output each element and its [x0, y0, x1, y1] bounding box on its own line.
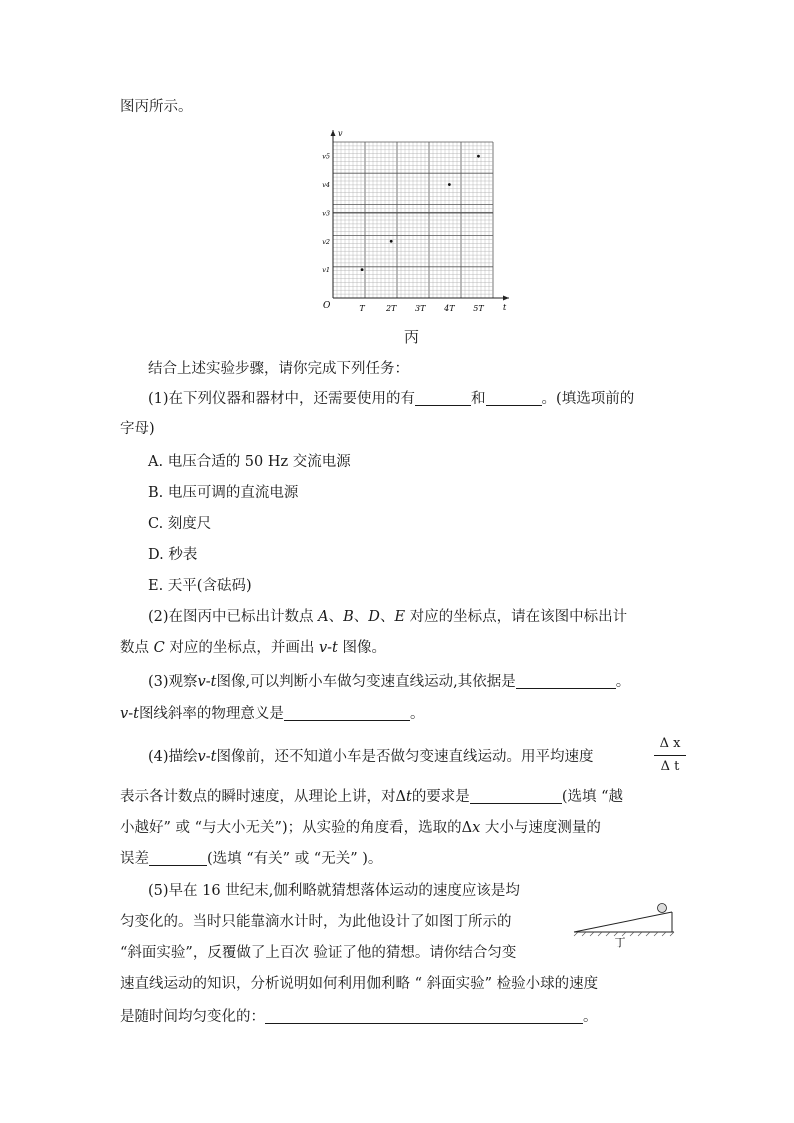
question-3-line-1: (3)观察v-t图像,可以判断小车做匀变速直线运动,其依据是 。 — [148, 674, 631, 690]
x-tick-label: 4T — [444, 304, 455, 313]
x-tick-label: 5T — [473, 304, 484, 313]
question-1-line-1: (1)在下列仪器和器材中，还需要使用的有 和 。(填选项前的 — [148, 391, 635, 407]
data-point — [448, 183, 451, 186]
question-2-line-1: (2)在图丙中已标出计数点 A、B、D、E 对应的坐标点，请在该图中标出计 — [148, 609, 628, 625]
x-tick-label: T — [359, 304, 365, 313]
question-4-line-3: 小越好” 或 “与大小无关”)；从实验的角度看，选取的Δx 大小与速度测量的 — [120, 820, 601, 836]
answer-blank-1a[interactable] — [415, 389, 471, 406]
question-5-line-5: 是随时间均匀变化的： 。 — [120, 1009, 598, 1025]
figure-label: 丁 — [614, 936, 626, 948]
y-axis-label: v — [338, 129, 343, 138]
v-t-graph — [316, 124, 516, 320]
data-point — [477, 155, 480, 158]
option-b: B. 电压可调的直流电源 — [148, 485, 299, 501]
option-c: C. 刻度尺 — [148, 516, 212, 532]
x-axis-arrow — [503, 296, 509, 301]
answer-blank-5[interactable] — [265, 1007, 583, 1024]
answer-blank-1b[interactable] — [486, 389, 542, 406]
answer-blank-3a[interactable] — [516, 672, 616, 689]
graph-grid — [333, 142, 493, 298]
y-tick-label: v5 — [322, 152, 330, 161]
x-tick-label: 2T — [385, 304, 397, 313]
option-d: D. 秒表 — [148, 547, 198, 563]
question-5-line-4: 速直线运动的知识，分析说明如何利用伽利略 “ 斜面实验” 检验小球的速度 — [120, 976, 599, 992]
answer-blank-4b[interactable] — [149, 849, 207, 866]
y-tick-label: v1 — [322, 266, 330, 275]
option-e: E. 天平(含砝码) — [148, 578, 252, 594]
question-5-line-1: (5)早在 16 世纪末,伽利略就猜想落体运动的速度应该是均 — [148, 883, 520, 899]
question-5-line-3: “斜面实验”，反覆做了上百次 验证了他的猜想。请你结合匀变 — [120, 945, 517, 961]
task-intro: 结合上述实验步骤，请你完成下列任务： — [148, 361, 409, 377]
incline-figure — [570, 898, 676, 948]
y-tick-label: v3 — [322, 209, 330, 218]
ball — [658, 904, 667, 913]
answer-blank-3b[interactable] — [284, 704, 410, 721]
graph-caption: 丙 — [404, 328, 420, 346]
graph-ticks — [322, 153, 484, 313]
option-a: A. 电压合适的 50 Hz 交流电源 — [148, 454, 351, 470]
question-2-line-2: 数点 C 对应的坐标点，并画出 v-t 图像。 — [120, 640, 386, 656]
data-point — [390, 240, 393, 243]
question-5-line-2: 匀变化的。当时只能靠滴水计时，为此他设计了如图丁所示的 — [120, 914, 512, 930]
incline-slope — [574, 912, 672, 932]
y-axis-arrow — [331, 130, 336, 136]
data-point — [361, 268, 364, 271]
question-3-line-2: v-t图线斜率的物理意义是 。 — [120, 706, 425, 722]
question-4-line-2: 表示各计数点的瞬时速度，从理论上讲，对Δt的要求是 (选填 “越 — [120, 789, 623, 805]
question-4-line-4: 误差 (选填 “有关” 或 “无关” )。 — [120, 851, 383, 867]
fraction-numerator: Δ x — [659, 736, 681, 751]
question-4-line-1: (4)描绘v-t图像前，还不知道小车是否做匀变速直线运动。用平均速度 — [148, 749, 594, 765]
question-1-line-2: 字母) — [120, 421, 155, 437]
y-tick-label: v2 — [322, 237, 330, 246]
intro-text: 图丙所示。 — [120, 99, 193, 115]
origin-label: O — [323, 301, 331, 311]
average-velocity-fraction — [650, 735, 690, 776]
answer-blank-4a[interactable] — [470, 787, 562, 804]
y-tick-label: v4 — [322, 181, 330, 190]
x-axis-label: t — [503, 303, 507, 312]
x-tick-label: 3T — [415, 304, 426, 313]
fraction-denominator: Δ t — [660, 759, 680, 774]
